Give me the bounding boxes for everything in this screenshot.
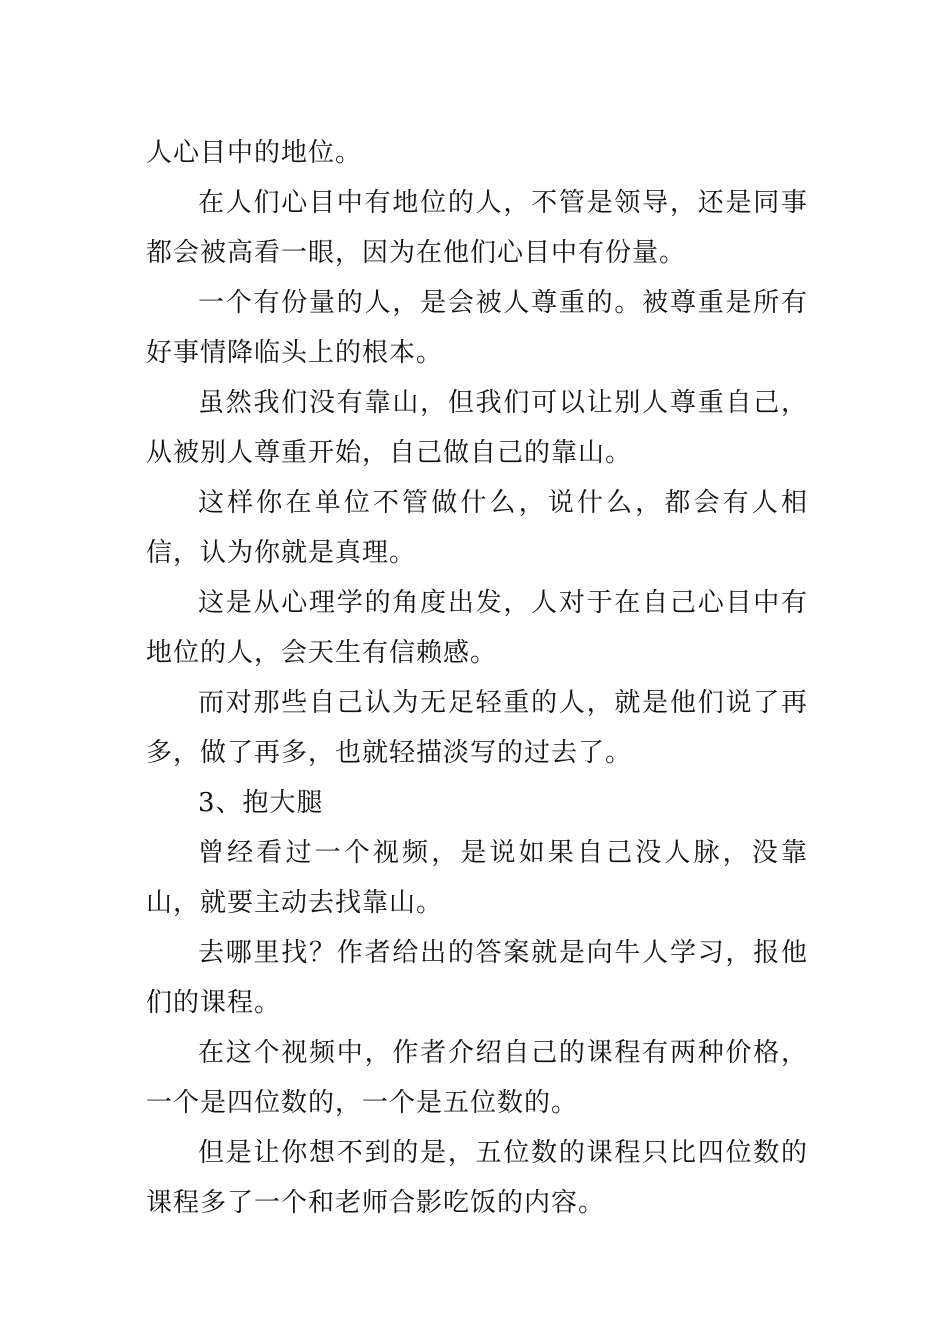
paragraph: 人心目中的地位。	[146, 138, 363, 168]
paragraph: 虽然我们没有靠山，但我们可以让别人尊重自己，从被别人尊重开始，自己做自己的靠山。	[146, 388, 808, 468]
document-body	[146, 128, 808, 1228]
paragraph: 在人们心目中有地位的人，不管是领导，还是同事都会被高看一眼，因为在他们心目中有份量。	[146, 188, 808, 268]
paragraph: 曾经看过一个视频，是说如果自己没人脉，没靠山，就要主动去找靠山。	[146, 838, 808, 918]
section-heading: 3、抱大腿	[198, 788, 324, 818]
paragraph: 一个有份量的人，是会被人尊重的。被尊重是所有好事情降临头上的根本。	[146, 288, 808, 368]
paragraph: 在这个视频中，作者介绍自己的课程有两种价格，一个是四位数的，一个是五位数的。	[146, 1038, 808, 1118]
paragraph: 这样你在单位不管做什么，说什么，都会有人相信，认为你就是真理。	[146, 488, 808, 568]
paragraph: 去哪里找？作者给出的答案就是向牛人学习，报他们的课程。	[146, 938, 808, 1018]
paragraph: 这是从心理学的角度出发，人对于在自己心目中有地位的人，会天生有信赖感。	[146, 588, 808, 668]
paragraph: 而对那些自己认为无足轻重的人，就是他们说了再多，做了再多，也就轻描淡写的过去了。	[146, 688, 808, 768]
paragraph: 但是让你想不到的是，五位数的课程只比四位数的课程多了一个和老师合影吃饭的内容。	[146, 1138, 808, 1218]
